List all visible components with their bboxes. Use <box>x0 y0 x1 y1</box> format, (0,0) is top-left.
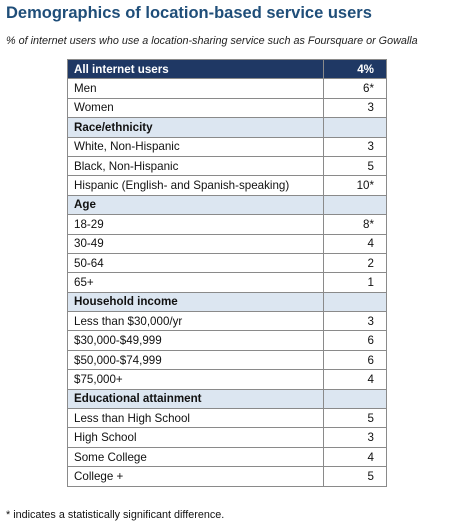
section-value-cell <box>324 195 387 214</box>
row-label: All internet users <box>68 60 324 79</box>
table-header-row <box>68 60 387 79</box>
table-row <box>68 215 387 234</box>
section-label: Household income <box>68 292 324 311</box>
row-value: 6 <box>324 350 387 369</box>
row-value: 6 <box>324 331 387 350</box>
row-value: 5 <box>324 156 387 175</box>
table-row <box>68 312 387 331</box>
section-value-cell <box>324 118 387 137</box>
row-label: Less than High School <box>68 409 324 428</box>
table-row <box>68 331 387 350</box>
row-value: 4% <box>324 60 387 79</box>
table-row <box>68 447 387 466</box>
row-label: White, Non-Hispanic <box>68 137 324 156</box>
row-value: 6* <box>324 79 387 98</box>
demographics-table <box>67 59 387 487</box>
row-label: Women <box>68 98 324 117</box>
table-section-row <box>68 118 387 137</box>
row-label: 18-29 <box>68 215 324 234</box>
table-row <box>68 253 387 272</box>
row-value: 3 <box>324 137 387 156</box>
row-value: 2 <box>324 253 387 272</box>
table-section-row <box>68 389 387 408</box>
row-label: 50-64 <box>68 253 324 272</box>
row-label: Some College <box>68 447 324 466</box>
table-row <box>68 370 387 389</box>
page-subtitle: % of internet users who use a location-sharing service such as Foursquare or Gowalla <box>6 35 418 47</box>
row-label: Black, Non-Hispanic <box>68 156 324 175</box>
row-label: Less than $30,000/yr <box>68 312 324 331</box>
row-label: $75,000+ <box>68 370 324 389</box>
page-title: Demographics of location-based service users <box>6 4 372 22</box>
row-value: 4 <box>324 370 387 389</box>
row-value: 4 <box>324 447 387 466</box>
section-value-cell <box>324 292 387 311</box>
row-value: 4 <box>324 234 387 253</box>
table-section-row <box>68 195 387 214</box>
demographics-table-body <box>68 60 387 487</box>
row-label: High School <box>68 428 324 447</box>
row-value: 5 <box>324 467 387 486</box>
row-value: 8* <box>324 215 387 234</box>
table-row <box>68 409 387 428</box>
table-section-row <box>68 292 387 311</box>
table-row <box>68 176 387 195</box>
section-value-cell <box>324 389 387 408</box>
row-label: College + <box>68 467 324 486</box>
row-label: Hispanic (English- and Spanish-speaking) <box>68 176 324 195</box>
row-value: 1 <box>324 273 387 292</box>
table-row <box>68 428 387 447</box>
row-value: 3 <box>324 428 387 447</box>
row-value: 3 <box>324 98 387 117</box>
table-row <box>68 467 387 486</box>
row-label: 65+ <box>68 273 324 292</box>
table-row <box>68 79 387 98</box>
table-row <box>68 273 387 292</box>
row-value: 5 <box>324 409 387 428</box>
row-label: Men <box>68 79 324 98</box>
row-label: 30-49 <box>68 234 324 253</box>
table-row <box>68 156 387 175</box>
footnote: * indicates a statistically significant difference. <box>6 509 225 521</box>
row-value: 10* <box>324 176 387 195</box>
row-value: 3 <box>324 312 387 331</box>
table-row <box>68 234 387 253</box>
section-label: Race/ethnicity <box>68 118 324 137</box>
section-label: Age <box>68 195 324 214</box>
table-row <box>68 350 387 369</box>
table-row <box>68 98 387 117</box>
row-label: $30,000-$49,999 <box>68 331 324 350</box>
row-label: $50,000-$74,999 <box>68 350 324 369</box>
section-label: Educational attainment <box>68 389 324 408</box>
table-row <box>68 137 387 156</box>
